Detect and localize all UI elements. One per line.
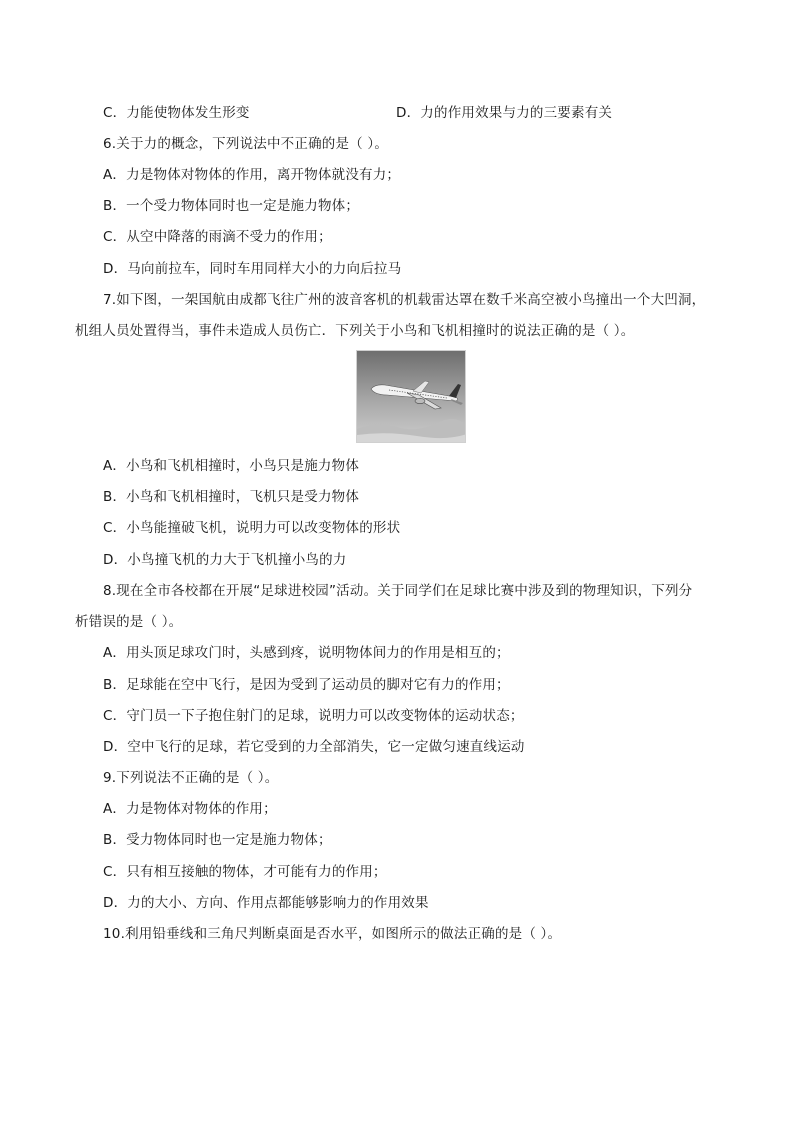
airplane-photo — [356, 350, 466, 443]
q6-option-d: D．马向前拉车，同时车用同样大小的力向后拉马 — [103, 261, 402, 277]
q7-option-a: A．小鸟和飞机相撞时，小鸟只是施力物体 — [103, 458, 360, 474]
q7-stem-line1: 7.如下图，一架国航由成都飞往广州的波音客机的机载雷达罩在数千米高空被小鸟撞出一个大凹洞， — [103, 292, 706, 308]
q8-stem-line2: 析错误的是（ ）。 — [75, 614, 183, 630]
q10-stem: 10.利用铅垂线和三角尺判断桌面是否水平，如图所示的做法正确的是（ ）。 — [103, 926, 562, 942]
q8-option-b: B．足球能在空中飞行，是因为受到了运动员的脚对它有力的作用； — [103, 677, 510, 693]
q7-stem-line2: 机组人员处置得当，事件未造成人员伤亡．下列关于小鸟和飞机相撞时的说法正确的是（ ）。 — [75, 323, 635, 339]
q7-option-b: B．小鸟和飞机相撞时，飞机只是受力物体 — [103, 489, 360, 505]
q7-option-c: C．小鸟能撞破飞机，说明力可以改变物体的形状 — [103, 520, 401, 536]
q7-option-d: D．小鸟撞飞机的力大于飞机撞小鸟的力 — [103, 552, 347, 568]
q6-option-a: A．力是物体对物体的作用，离开物体就没有力； — [103, 167, 401, 183]
q8-stem-line1: 8.现在全市各校都在开展“足球进校园”活动。关于同学们在足球比赛中涉及到的物理知识，下列分 — [103, 583, 693, 599]
q6-stem: 6.关于力的概念，下列说法中不正确的是（ ）。 — [103, 136, 389, 152]
q9-option-a: A．力是物体对物体的作用； — [103, 801, 277, 817]
q9-stem: 9.下列说法不正确的是（ ）。 — [103, 770, 279, 786]
q8-option-c: C．守门员一下子抱住射门的足球，说明力可以改变物体的运动状态； — [103, 708, 524, 724]
q9-option-d: D．力的大小、方向、作用点都能够影响力的作用效果 — [103, 895, 429, 911]
q8-option-d: D．空中飞行的足球，若它受到的力全部消失，它一定做匀速直线运动 — [103, 739, 525, 755]
q9-option-b: B．受力物体同时也一定是施力物体； — [103, 832, 332, 848]
q9-option-c: C．只有相互接触的物体，才可能有力的作用； — [103, 864, 387, 880]
q6-option-b: B．一个受力物体同时也一定是施力物体； — [103, 198, 360, 214]
q6-option-c: C．从空中降落的雨滴不受力的作用； — [103, 229, 332, 245]
q5-option-c: C．力能使物体发生形变 — [103, 105, 250, 121]
q5-option-d: D．力的作用效果与力的三要素有关 — [396, 105, 613, 121]
q8-option-a: A．用头顶足球攻门时，头感到疼，说明物体间力的作用是相互的； — [103, 645, 510, 661]
